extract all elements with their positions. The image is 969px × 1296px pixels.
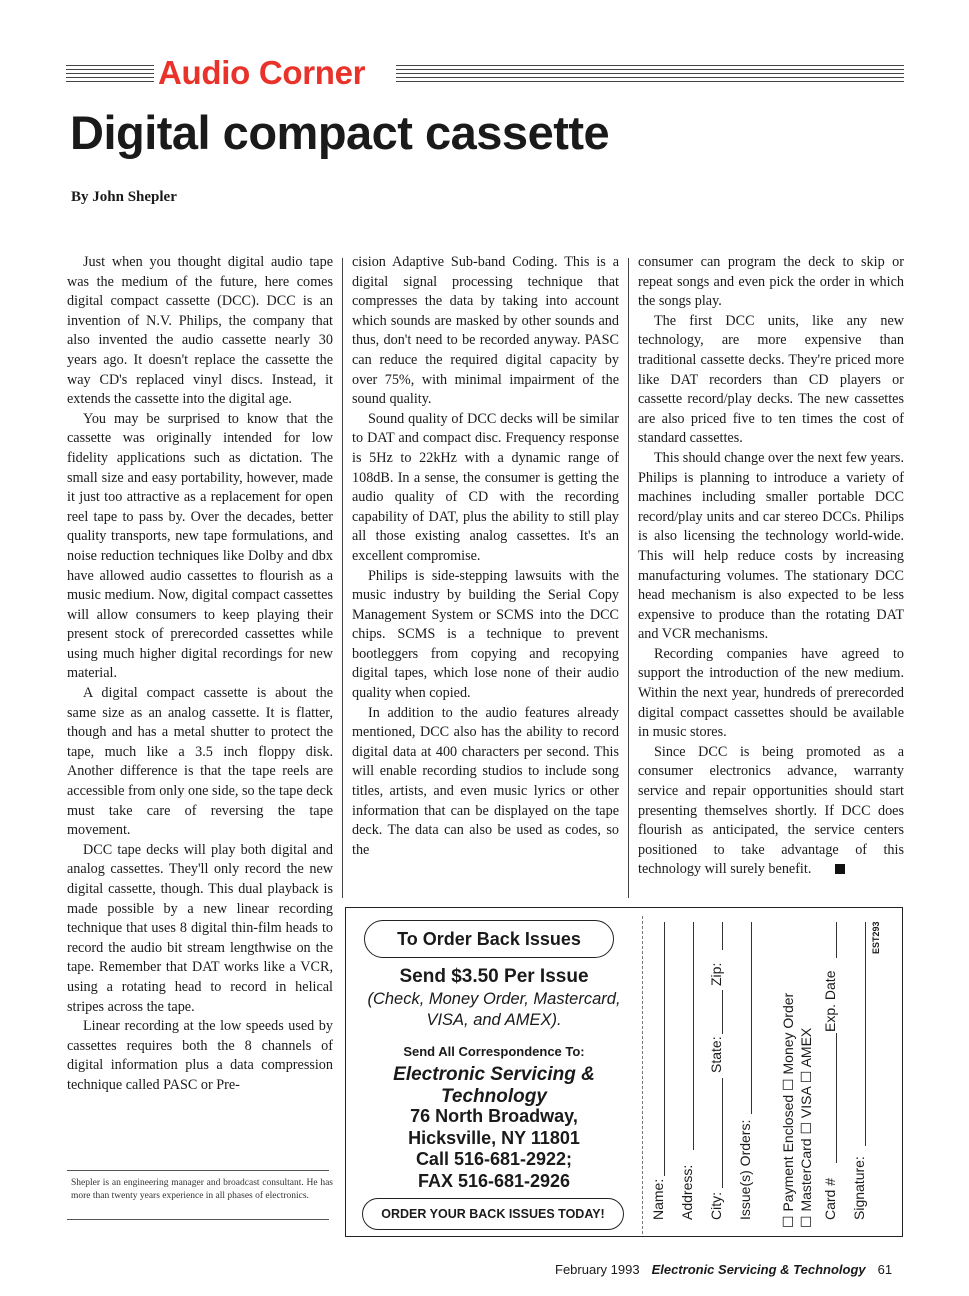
header-rule-left bbox=[66, 65, 154, 85]
paragraph: Recording companies have agreed to support the introduction of the new medium. Within the next year, hundreds of prerecorded digital compact cassettes should be available in music stores. bbox=[638, 645, 904, 741]
signature-label: Signature: bbox=[851, 1156, 867, 1220]
street: 76 North Broadway, bbox=[410, 1106, 578, 1126]
city-label: City: bbox=[708, 1192, 724, 1220]
paragraph: Sound quality of DCC decks will be similar to DAT and compact disc. Frequency response is 5Hz to 22kHz with a dynamic range of 108dB. In a sense, the consumer is getting the audio quality of CD with the recording capability of DAT, plus the ability to still play all those existing analog cassettes. It's an excellent compromise. bbox=[352, 410, 619, 564]
company-name: Electronic Servicing & Technology bbox=[393, 1064, 595, 1107]
order-heading: To Order Back Issues bbox=[364, 920, 614, 958]
back-issues-ad bbox=[345, 907, 903, 1237]
issues-line bbox=[751, 922, 752, 1114]
paragraph: In addition to the audio features already mentioned, DCC also has the ability to record digital data at 400 characters per second. This will enable recording studios to include song titles, artists, and even music lyrics or other information that can be displayed on the tape deck. The data can also be used as codes, so the bbox=[352, 704, 619, 858]
magazine-name: Electronic Servicing & Technology bbox=[651, 1262, 866, 1277]
payment-options: ☐ Payment Enclosed ☐ Money Order bbox=[780, 992, 796, 1228]
paragraph: Philips is side-stepping lawsuits with the music industry by building the Serial Copy Management System or SCMS into the DCC chips. SCMS is a technique to prevent bootleggers from copying and recopying digital tapes, which lose none of their audio quality when copied. bbox=[352, 567, 619, 702]
exp-date-label: Exp. Date bbox=[822, 970, 838, 1032]
payment-methods: (Check, Money Order, Mastercard, VISA, and AMEX). bbox=[367, 990, 621, 1029]
address-line bbox=[693, 922, 694, 1150]
city-line bbox=[722, 1078, 723, 1188]
card-number-line bbox=[836, 1033, 837, 1163]
paragraph: DCC tape decks will play both digital and analog cassettes. They'll only record the new digital cassette, though. This dual playback is made possible by a new linear recording technique that uses 8 digital thin-film heads to record the audio bit stream lengthwise on the tape. Remember that DAT works like a VCR, using a rotating head to record in helical stripes across the tape. bbox=[67, 841, 333, 1015]
paragraph: A digital compact cassette is about the same size as an analog cassette. It is flatter, though and has a metal shutter to protect the tape, much like a 3.5 inch floppy disk. Another difference is that the tape reels are accessible from only one side, so the tape deck must take care of reversing the tape movement. bbox=[67, 685, 333, 839]
name-line bbox=[664, 922, 665, 1176]
column-divider bbox=[628, 258, 629, 898]
signature-line bbox=[865, 922, 866, 1146]
byline: By John Shepler bbox=[71, 189, 177, 205]
paragraph: This should change over the next few years. Philips is planning to introduce a variety of machines including smaller portable DCC record/play units and car stereo DCCs. Philips is also licensing the technology world-wide. This will help reduce costs by increasing manufacturing volumes. The stationary DCC head mechanism is also expected to be less expensive to produce than the rotating DAT and VCR mechanisms. bbox=[638, 449, 904, 643]
article-column-1 bbox=[67, 253, 333, 1096]
ad-code: EST293 bbox=[871, 921, 881, 954]
article-column-3 bbox=[638, 253, 904, 880]
order-form bbox=[644, 908, 902, 1235]
card-number-label: Card # bbox=[822, 1177, 838, 1220]
section-header bbox=[66, 54, 904, 94]
address-label: Address: bbox=[679, 1164, 695, 1220]
company-address bbox=[346, 1106, 642, 1192]
paragraph: The first DCC units, like any new technology, are more expensive than traditional cassette decks. They're priced more like DAT recorders than CD players or cassette record/play decks. The new cassettes are also priced five to ten times the cost of standard cassettes. bbox=[638, 312, 904, 447]
issues-label: Issue(s) Orders: bbox=[737, 1119, 753, 1220]
paragraph bbox=[638, 743, 904, 880]
section-kicker: Audio Corner bbox=[158, 54, 366, 91]
bio-rule bbox=[67, 1170, 329, 1171]
card-options: ☐ MasterCard ☐ VISA ☐ AMEX bbox=[798, 1027, 814, 1228]
header-rule-right bbox=[396, 65, 904, 85]
end-mark-icon bbox=[835, 864, 845, 874]
state-label: State: bbox=[708, 1036, 724, 1073]
zip-line bbox=[722, 922, 723, 950]
zip-label: Zip: bbox=[708, 962, 724, 986]
paragraph: consumer can program the deck to skip or repeat songs and even pick the order in which the songs play. bbox=[638, 254, 904, 310]
paragraph: cision Adaptive Sub-band Coding. This is a digital signal processing technique that compresses the data by taking into account which sounds are masked by other sounds and thus, don't need to be recorded anyway. PASC can reduce the required digital capacity by over 75%, with minimal impairment of the sound quality. bbox=[352, 254, 619, 408]
paragraph: You may be surprised to know that the cassette was originally intended for low fidelity applications such as dictation. The small size and easy portability, however, made it just too attractive as a replacement for open reel tape to pass by. Over the decades, better quality transports, new tape formulations, and noise reduction techniques like Dolby and dbx have allowed audio cassettes to flourish as a music medium. Now, digital compact cassettes will allow consumers to keep playing their present stock of prerecorded cassettes while using much higher digital recordings for new material. bbox=[67, 410, 333, 682]
paragraph-text: Since DCC is being promoted as a consumer electronics advance, warranty service and repair opportunities should start presenting themselves shortly. If DCC does flourish as anticipated, the service centers positioned to take advantage of this technology will surely benefit. bbox=[638, 743, 904, 878]
city-line: Hicksville, NY 11801 bbox=[408, 1127, 580, 1148]
column-divider bbox=[342, 258, 343, 898]
order-cta: ORDER YOUR BACK ISSUES TODAY! bbox=[362, 1198, 624, 1230]
bio-rule bbox=[67, 1219, 329, 1220]
page-number: 61 bbox=[877, 1262, 893, 1277]
cut-line bbox=[642, 916, 643, 1234]
state-line bbox=[722, 990, 723, 1034]
exp-date-line bbox=[836, 922, 837, 958]
article-column-2 bbox=[352, 253, 619, 905]
paragraph: Linear recording at the low speeds used by cassettes requires both the 8 channels of digital information plus a data compression technique called PASC or Pre- bbox=[67, 1018, 333, 1093]
article-title: Digital compact cassette bbox=[70, 106, 610, 159]
send-to-label: Send All Correspondence To: bbox=[403, 1044, 585, 1059]
author-bio: Shepler is an engineering manager and broadcast consultant. He has more than twenty years experience in all phases of electronics. bbox=[71, 1178, 333, 1201]
page-footer bbox=[555, 1262, 892, 1277]
order-panel bbox=[346, 908, 642, 1235]
paragraph: Just when you thought digital audio tape was the medium of the future, here comes digital compact cassette (DCC). DCC is an invention of N.V. Philips, the company that also invented the audio cassette nearly 30 years ago. It doesn't replace the cassette the way CD's replaced vinyl discs. Instead, it extends the cassette into the digital age. bbox=[67, 254, 333, 408]
order-price: Send $3.50 Per Issue bbox=[399, 966, 589, 987]
phone: Call 516-681-2922; bbox=[415, 1149, 573, 1169]
fax: FAX 516-681-2926 bbox=[417, 1170, 571, 1191]
name-label: Name: bbox=[650, 1178, 666, 1220]
issue-date: February 1993 bbox=[555, 1262, 640, 1277]
